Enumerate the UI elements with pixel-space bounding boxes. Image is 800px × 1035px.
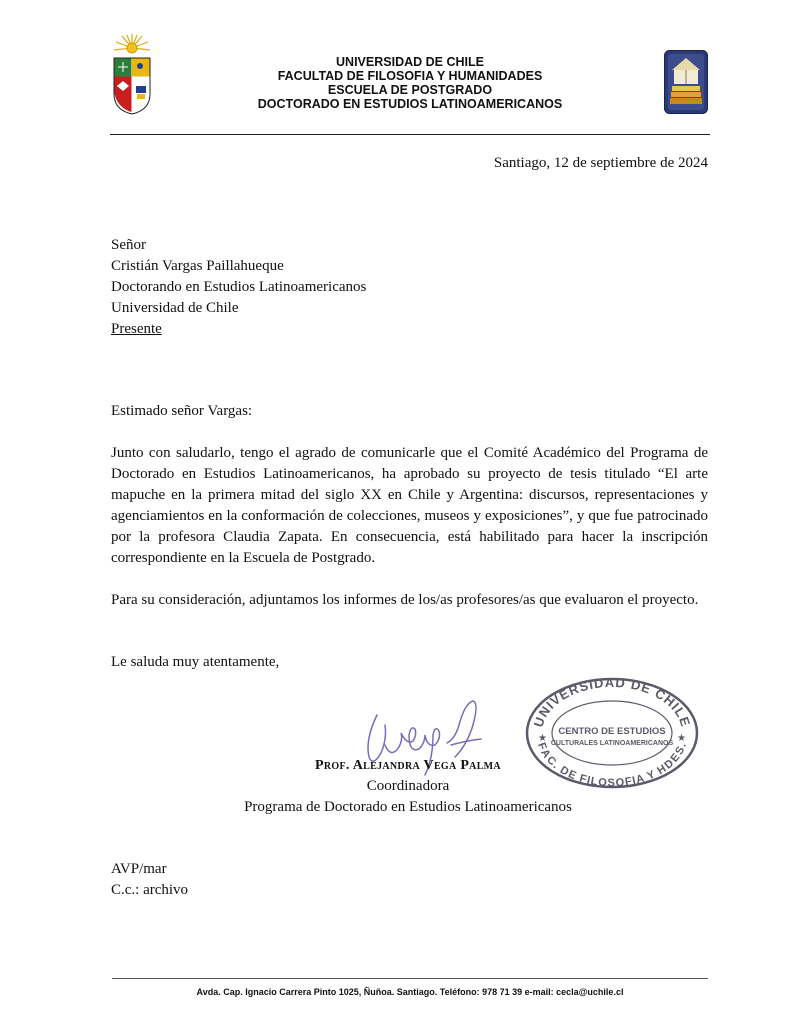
recipient-title: Doctorando en Estudios Latinoamericanos bbox=[111, 279, 367, 295]
header-rule bbox=[110, 134, 710, 135]
svg-text:★: ★ bbox=[538, 733, 547, 744]
recipient-block bbox=[111, 235, 366, 340]
header-school: ESCUELA DE POSTGRADO bbox=[327, 83, 493, 97]
header-program: DOCTORADO EN ESTUDIOS LATINOAMERICANOS bbox=[257, 97, 563, 111]
footer-rule bbox=[112, 978, 708, 979]
header-university: UNIVERSIDAD DE CHILE bbox=[336, 55, 484, 69]
recipient-presente: Presente bbox=[111, 321, 162, 337]
doctorado-logo-icon bbox=[664, 50, 708, 114]
signatory-program: Programa de Doctorado en Estudios Latinoamericanos bbox=[244, 799, 572, 815]
letter-paragraph-1: Junto con saludarlo, tengo el agrado de comunicarle que el Comité Académico del Programa de Doctorado en Estudios Latinoamericanos, ha aprobado su proyecto de tesis titulado “El arte mapuche en la primera mitad del siglo XX en Chile y Argentina: discursos, representaciones y agenciamientos en la conformación de colecciones, museos y exposiciones”, y que fue patrocinado por la profesora Claudia Zapata. En consecuencia, está habilitado para hacer la inscripción correspondiente en la Escuela de Postgrado. bbox=[111, 445, 708, 566]
svg-text:CULTURALES LATINOAMERICANOS: CULTURALES LATINOAMERICANOS bbox=[550, 740, 674, 747]
svg-text:FAC. DE FILOSOFIA Y HDES.: FAC. DE FILOSOFIA Y HDES. bbox=[535, 741, 690, 790]
recipient-institution: Universidad de Chile bbox=[111, 300, 239, 316]
letter-greeting: Estimado señor Vargas: bbox=[111, 403, 253, 419]
header-faculty: FACULTAD DE FILOSOFIA Y HUMANIDADES bbox=[277, 69, 543, 83]
letter-closing: Le saluda muy atentamente, bbox=[111, 654, 280, 670]
letter-paragraph-2: Para su consideración, adjuntamos los informes de los/as profesores/as que evaluaron el proyecto. bbox=[111, 592, 699, 608]
reference-initials: AVP/mar bbox=[111, 861, 167, 877]
universidad-de-chile-crest-icon bbox=[108, 34, 156, 116]
signatory-role: Coordinadora bbox=[366, 778, 450, 794]
recipient-name: Cristián Vargas Paillahueque bbox=[111, 258, 284, 274]
svg-text:CENTRO DE ESTUDIOS: CENTRO DE ESTUDIOS bbox=[558, 726, 666, 737]
signatory-name: Prof. Alejandra Vega Palma bbox=[315, 758, 501, 773]
carbon-copy: C.c.: archivo bbox=[111, 882, 189, 898]
svg-text:★: ★ bbox=[677, 733, 686, 744]
svg-text:UNIVERSIDAD DE CHILE: UNIVERSIDAD DE CHILE bbox=[530, 674, 694, 729]
letter-date: Santiago, 12 de septiembre de 2024 bbox=[493, 155, 708, 171]
footer-address: Avda. Cap. Ignacio Carrera Pinto 1025, Ñuñoa. Santiago. Teléfono: 978 71 39 e-mail: cecla@uchile.cl bbox=[196, 987, 624, 997]
recipient-salutation: Señor bbox=[111, 237, 146, 253]
